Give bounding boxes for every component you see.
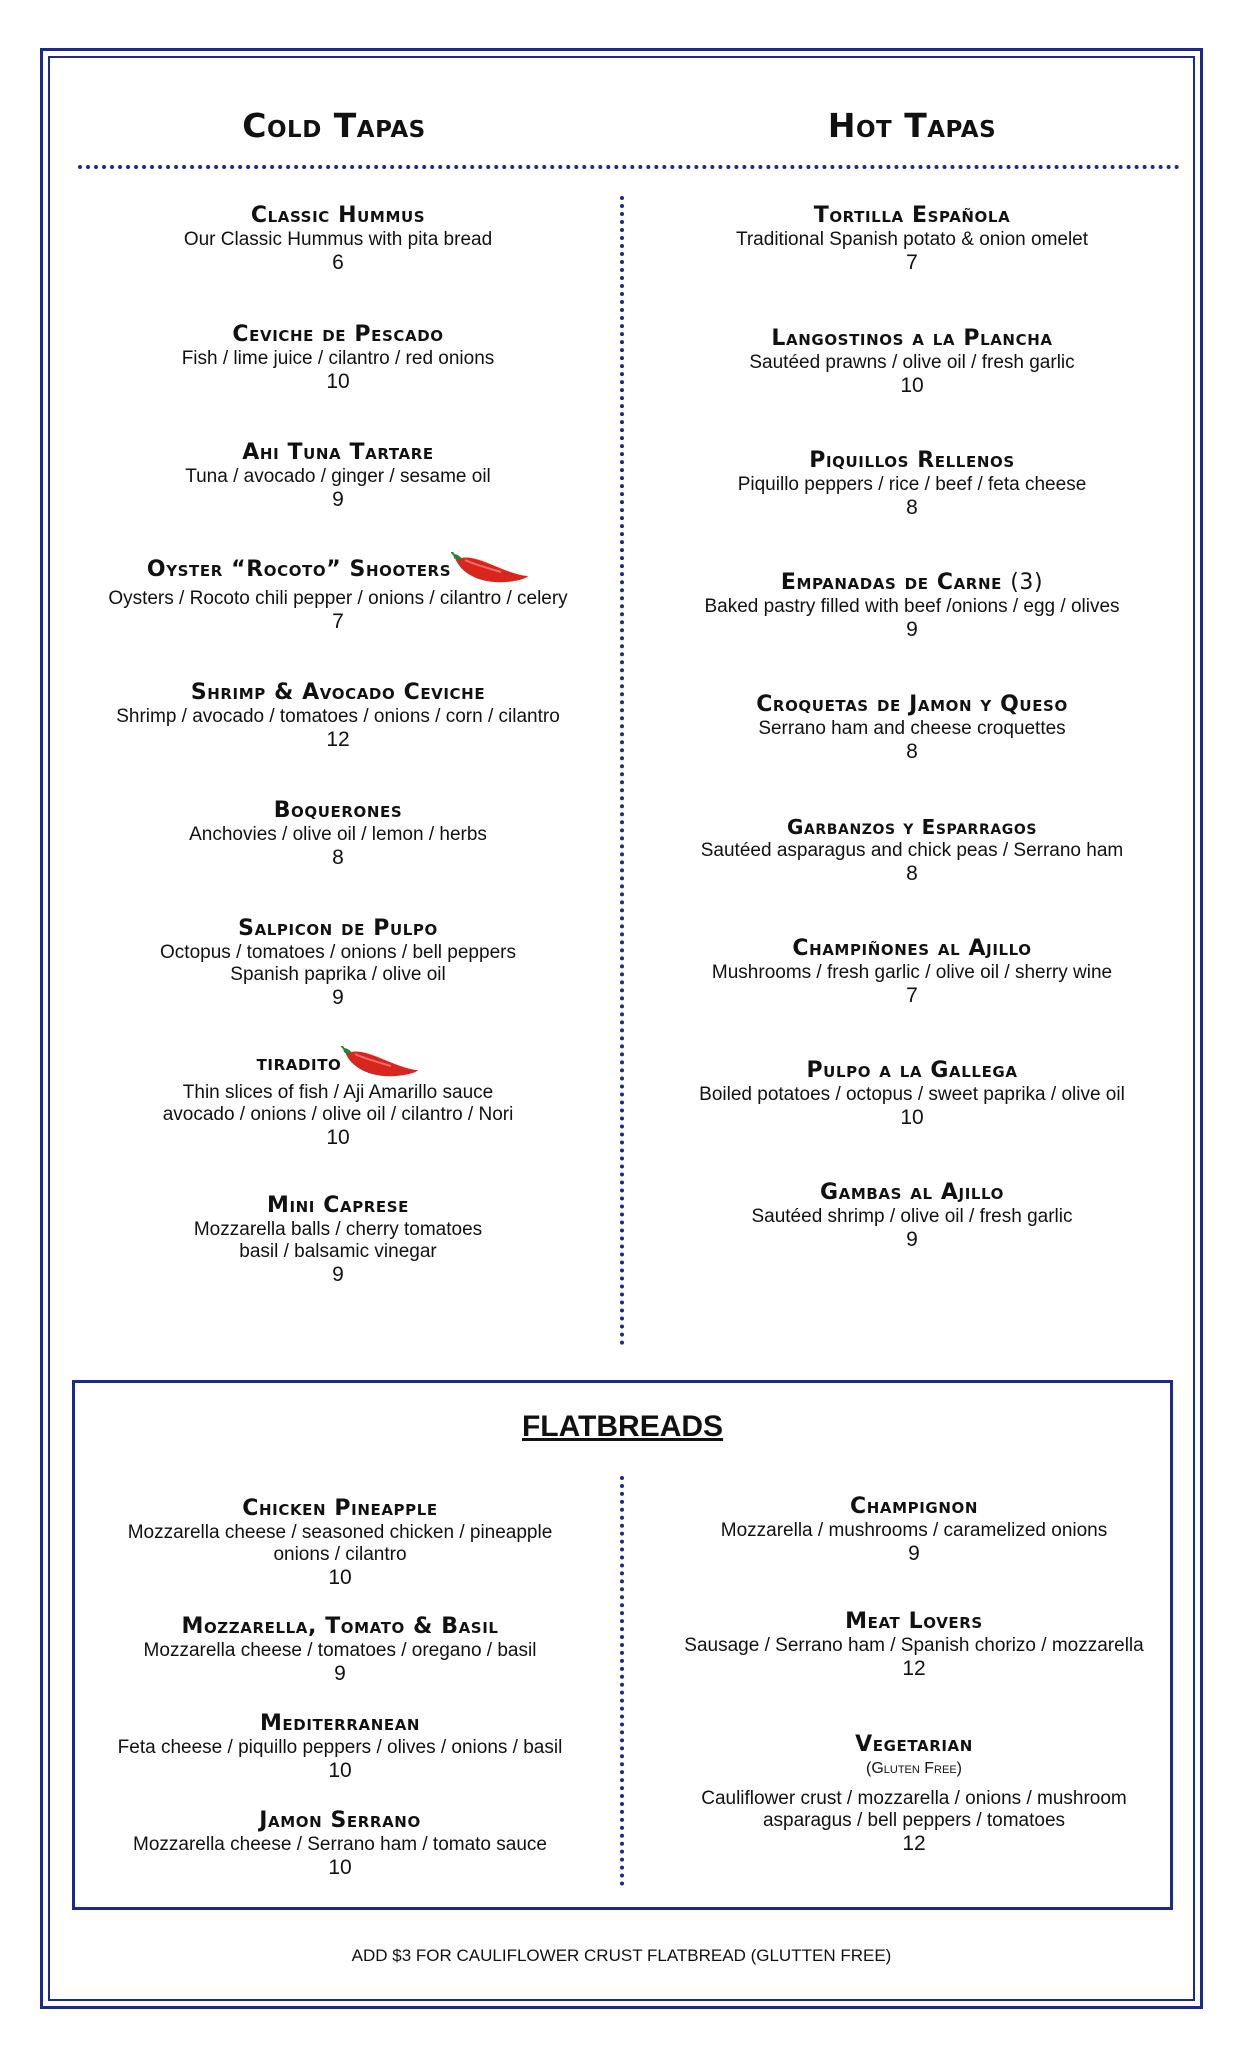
flatbread-item — [634, 1732, 1194, 1856]
menu-item — [632, 1180, 1192, 1252]
item-description: Sautéed asparagus and chick peas / Serrano ham — [700, 840, 1124, 861]
item-price: 9 — [906, 618, 918, 641]
item-price: 8 — [906, 496, 918, 519]
item-description: Oysters / Rocoto chili pepper / onions / cilantro / celery — [108, 588, 568, 609]
item-description: Cauliflower crust / mozzarella / onions / mushroom — [701, 1788, 1127, 1809]
item-name: Classic Hummus — [250, 203, 426, 228]
item-name: Chicken Pineapple — [242, 1496, 438, 1521]
menu-item — [632, 203, 1192, 275]
menu-item — [58, 203, 618, 275]
cauliflower-crust-note: ADD $3 FOR CAULIFLOWER CRUST FLATBREAD (GLUTTEN FREE) — [351, 1946, 892, 1965]
item-description: Sausage / Serrano ham / Spanish chorizo / mozzarella — [684, 1635, 1144, 1656]
item-name: Mini Caprese — [266, 1193, 410, 1218]
item-description: Traditional Spanish potato & onion omelet — [735, 229, 1089, 250]
flatbreads-title: FLATBREADS — [521, 1410, 724, 1443]
gluten-free-note: (Gluten Free) — [866, 1760, 962, 1777]
item-name: Garbanzos y Esparragos — [786, 815, 1038, 839]
item-description-line2: avocado / onions / olive oil / cilantro / Nori — [162, 1104, 514, 1125]
item-price: 12 — [902, 1832, 926, 1855]
item-description: Our Classic Hummus with pita bread — [183, 229, 493, 250]
item-count: (3) — [1010, 570, 1044, 595]
item-description: Mozzarella balls / cherry tomatoes — [193, 1219, 483, 1240]
chili-pepper-icon — [341, 1046, 419, 1082]
item-price: 10 — [328, 1566, 352, 1589]
item-description: Fish / lime juice / cilantro / red onions — [181, 348, 495, 369]
hot-tapas-title: Hot Tapas — [827, 106, 997, 145]
item-price: 10 — [900, 1106, 924, 1129]
item-price: 7 — [906, 984, 918, 1007]
item-description: Piquillo peppers / rice / beef / feta cheese — [737, 474, 1087, 495]
item-name: Champignon — [850, 1494, 978, 1519]
item-name: Ahi Tuna Tartare — [242, 440, 434, 465]
menu-item — [58, 916, 618, 1010]
menu-item — [58, 1193, 618, 1287]
item-description: Anchovies / olive oil / lemon / herbs — [189, 824, 487, 845]
flatbread-item — [60, 1614, 620, 1686]
item-description: Tuna / avocado / ginger / sesame oil — [185, 466, 491, 487]
header-divider — [78, 165, 1180, 169]
menu-item — [58, 322, 618, 394]
item-name: Gambas al Ajillo — [819, 1180, 1005, 1205]
item-name-row — [58, 1046, 618, 1082]
item-name: Mozzarella, Tomato & Basil — [181, 1614, 499, 1639]
menu-item — [58, 680, 618, 752]
item-name: Pulpo a la Gallega — [806, 1058, 1018, 1083]
item-price: 10 — [900, 374, 924, 397]
menu-item — [632, 814, 1192, 886]
item-price: 6 — [332, 251, 344, 274]
item-price: 12 — [326, 728, 350, 751]
menu-item — [58, 440, 618, 512]
item-description: Mozzarella cheese / Serrano ham / tomato sauce — [133, 1834, 547, 1855]
flatbread-item — [60, 1808, 620, 1880]
item-name: Jamon Serrano — [259, 1808, 421, 1833]
item-price: 7 — [906, 251, 918, 274]
menu-item — [632, 326, 1192, 398]
item-price: 9 — [334, 1662, 346, 1685]
item-name-row — [58, 552, 618, 588]
item-name: Langostinos a la Plancha — [771, 326, 1053, 351]
item-price: 9 — [332, 1263, 344, 1286]
item-name: Meat Lovers — [845, 1609, 983, 1634]
item-description-line2: basil / balsamic vinegar — [239, 1241, 437, 1262]
menu-item — [58, 1046, 618, 1150]
flatbread-item — [634, 1609, 1194, 1681]
item-description-line2: asparagus / bell peppers / tomatoes — [762, 1810, 1066, 1831]
item-description: Feta cheese / piquillo peppers / olives / onions / basil — [117, 1737, 563, 1758]
item-price: 10 — [328, 1856, 352, 1879]
item-price: 8 — [332, 846, 344, 869]
chili-pepper-icon — [451, 552, 529, 588]
menu-item — [632, 570, 1192, 642]
item-description-line2: Spanish paprika / olive oil — [230, 964, 446, 985]
flatbread-item — [60, 1496, 620, 1590]
item-price: 9 — [332, 488, 344, 511]
item-description: Serrano ham and cheese croquettes — [758, 718, 1066, 739]
menu-item — [632, 936, 1192, 1008]
item-price: 9 — [906, 1228, 918, 1251]
item-price: 9 — [908, 1542, 920, 1565]
item-name: Oyster “Rocoto” Shooters — [146, 557, 452, 582]
item-description: Mozzarella cheese / seasoned chicken / pineapple — [127, 1522, 553, 1543]
item-name: Piquillos Rellenos — [809, 448, 1015, 473]
item-description: Baked pastry filled with beef /onions / egg / olives — [704, 596, 1120, 617]
column-divider — [620, 196, 624, 1346]
item-name: Empanadas de Carne — [780, 570, 1002, 595]
item-name-row — [632, 570, 1192, 596]
item-price: 9 — [332, 986, 344, 1009]
item-description: Boiled potatoes / octopus / sweet paprika / olive oil — [699, 1084, 1125, 1105]
item-description: Thin slices of fish / Aji Amarillo sauce — [182, 1082, 494, 1103]
item-name: Mediterranean — [259, 1711, 421, 1736]
item-price: 10 — [326, 1126, 350, 1149]
item-name: Ceviche de Pescado — [232, 322, 444, 347]
item-price: 10 — [328, 1759, 352, 1782]
item-name: Tortilla Española — [813, 203, 1011, 228]
item-description: Sautéed shrimp / olive oil / fresh garlic — [751, 1206, 1073, 1227]
item-name: Boquerones — [273, 798, 403, 823]
item-name: Shrimp & Avocado Ceviche — [190, 680, 486, 705]
menu-item — [58, 552, 618, 634]
item-description: Sautéed prawns / olive oil / fresh garlic — [749, 352, 1075, 373]
item-price: 10 — [326, 370, 350, 393]
menu-item — [58, 798, 618, 870]
item-description: Shrimp / avocado / tomatoes / onions / corn / cilantro — [116, 706, 560, 727]
item-description: Mushrooms / fresh garlic / olive oil / sherry wine — [711, 962, 1113, 983]
item-price: 8 — [906, 740, 918, 763]
item-description: Mozzarella / mushrooms / caramelized onions — [720, 1520, 1108, 1541]
item-name: Croquetas de Jamon y Queso — [756, 692, 1068, 717]
item-name: Champiñones al Ajillo — [792, 936, 1032, 961]
flatbread-item — [634, 1494, 1194, 1566]
flatbreads-divider — [620, 1476, 624, 1886]
item-name: Vegetarian — [855, 1732, 973, 1757]
item-price: 7 — [332, 610, 344, 633]
item-name: tiradito — [256, 1051, 342, 1076]
item-price: 8 — [906, 862, 918, 885]
item-description-line2: onions / cilantro — [273, 1544, 407, 1565]
item-name: Salpicon de Pulpo — [238, 916, 438, 941]
flatbread-item — [60, 1711, 620, 1783]
item-description: Mozzarella cheese / tomatoes / oregano / basil — [143, 1640, 537, 1661]
cold-tapas-title: Cold Tapas — [242, 106, 426, 145]
menu-item — [632, 1058, 1192, 1130]
item-price: 12 — [902, 1657, 926, 1680]
menu-item — [632, 692, 1192, 764]
item-description: Octopus / tomatoes / onions / bell peppers — [160, 942, 516, 963]
menu-item — [632, 448, 1192, 520]
